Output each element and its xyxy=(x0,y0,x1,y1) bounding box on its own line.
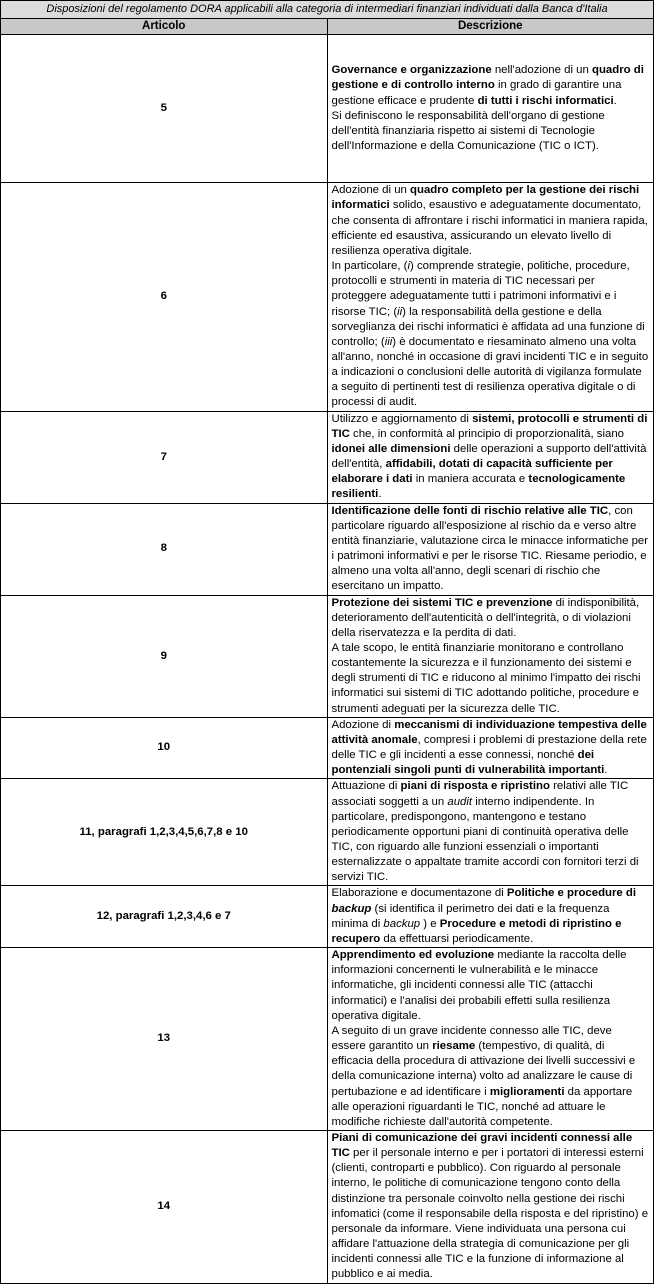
bold-text: quadro di gestione e di controllo interno xyxy=(331,64,644,92)
bold-text: Apprendimento ed evoluzione xyxy=(331,949,495,962)
plain-text: da apportare alle operazioni riguardanti le TIC, nonché ad attuare le modifiche richieste dall'autorità competente. xyxy=(331,1085,633,1128)
article-cell: 6 xyxy=(1,183,328,411)
plain-text: mediante la raccolta delle informazioni concernenti le vulnerabilità e le minacce informatiche, gli incidenti connessi alle TIC (attacchi informatici) e l'analisi dei probabili effetti sulla resilienza operativa digitale. xyxy=(331,949,627,1022)
column-header-descrizione: Descrizione xyxy=(327,19,654,35)
article-cell: 5 xyxy=(1,35,328,183)
description-paragraph xyxy=(332,596,650,641)
description-paragraph xyxy=(332,779,650,885)
table-row xyxy=(1,503,654,595)
bold-text: Procedure e metodi di ripristino e recupero xyxy=(331,917,622,945)
table-row xyxy=(1,886,654,948)
description-cell xyxy=(327,717,654,779)
plain-text: ) la responsabilità della gestione e della sorveglianza dei rischi informatici è affidata ad una funzione di controllo; ( xyxy=(331,305,645,348)
description-cell xyxy=(327,595,654,717)
description-cell xyxy=(327,35,654,183)
plain-text: nell'adozione di un xyxy=(491,64,592,77)
plain-text: relativi alle TIC associati soggetti a un xyxy=(331,780,629,808)
description-paragraph xyxy=(332,641,650,717)
article-cell: 13 xyxy=(1,948,328,1131)
description-cell xyxy=(327,948,654,1131)
plain-text: di indisponibilità, deterioramento dell'autenticità o dell'integrità, o di violazioni della riservatezza e la perdita di dati. xyxy=(331,596,640,639)
bold-text: riesame xyxy=(432,1040,476,1053)
italic-text: ii xyxy=(397,305,403,318)
plain-text: Attuazione di xyxy=(331,780,401,793)
plain-text: A tale scopo, le entità finanziarie monitorano e controllano costantemente la sicurezza e il funzionamento dei sistemi e degli strumenti di TIC e riducono al minimo l'impatto dei rischi informatici sui sistemi di TIC adottando politiche, procedure e strumenti adeguati per la sicurezza delle TIC. xyxy=(331,641,641,715)
article-cell: 9 xyxy=(1,595,328,717)
description-paragraph xyxy=(332,504,650,595)
table-row xyxy=(1,779,654,886)
plain-text: , con particolare riguardo all'esposizione al rischio da e verso altre entità finanziarie, valutazione circa le minacce informatiche per i patrimoni informativi e per le risorse TIC. Riesame periodio, e almeno una volta all'anno, degli scenari di rischio che esercitano un impatto. xyxy=(331,504,649,593)
description-cell xyxy=(327,503,654,595)
plain-text: , compresi i problemi di prestazione della rete delle TIC e gli incidenti a esse connessi, nonché xyxy=(331,733,647,762)
bold-text: tecnologicamente resilienti xyxy=(331,473,626,501)
article-cell: 8 xyxy=(1,503,328,595)
plain-text: . xyxy=(378,488,382,501)
bold-italic-text: backup xyxy=(331,902,372,915)
bold-text: dei pontenziali singoli punti di vulnerabilità importanti xyxy=(331,749,605,777)
plain-text: ) e xyxy=(420,917,440,930)
italic-text: audit xyxy=(447,795,473,808)
bold-text: miglioramenti xyxy=(489,1085,565,1098)
bold-text: affidabili, dotati di capacità sufficiente per elaborare i dati xyxy=(331,458,613,486)
bold-text: Protezione dei sistemi TIC e prevenzione xyxy=(331,596,553,609)
bold-text: piani di risposta e ripristino xyxy=(400,780,550,793)
table-title: Disposizioni del regolamento DORA applicabili alla categoria di intermediari finanziari individuati dalla Banca d'Italia xyxy=(1,1,654,19)
table-row xyxy=(1,595,654,717)
table-row xyxy=(1,948,654,1131)
plain-text: Si definiscono le responsabilità dell'organo di gestione dell'entità finanziaria rispetto ai sistemi di Tecnologie dell'Informazione e della Comunicazione (TIC o ICT). xyxy=(331,109,605,153)
bold-text: Piani di comunicazione dei gravi incidenti connessi alle TIC xyxy=(331,1131,633,1160)
description-paragraph xyxy=(332,886,650,947)
plain-text: In particolare, ( xyxy=(331,260,408,273)
plain-text: Utilizzo e aggiornamento di xyxy=(331,412,473,425)
article-cell: 12, paragrafi 1,2,3,4,6 e 7 xyxy=(1,886,328,948)
article-cell: 11, paragrafi 1,2,3,4,5,6,7,8 e 10 xyxy=(1,779,328,886)
bold-text: Politiche e procedure di xyxy=(506,887,637,900)
table-row xyxy=(1,411,654,503)
table-row xyxy=(1,717,654,779)
description-cell xyxy=(327,1130,654,1283)
plain-text: in grado di garantire una gestione efficace e prudente xyxy=(331,79,622,107)
description-paragraph xyxy=(332,948,650,1024)
description-paragraph xyxy=(332,1024,650,1130)
description-paragraph xyxy=(332,1131,650,1283)
plain-text: (tempestivo, di qualità, di efficacia della procedura di attivazione dei livelli successivi e della comunicazione interna) volto ad analizzare le cause di pertubazione e ad identificare i xyxy=(331,1040,636,1098)
description-cell xyxy=(327,183,654,411)
plain-text: da effettuarsi periodicamente. xyxy=(380,932,534,945)
article-cell: 10 xyxy=(1,717,328,779)
italic-text: backup xyxy=(383,917,421,930)
bold-text: di tutti i rischi informatici xyxy=(477,94,614,107)
plain-text: ) comprende strategie, politiche, procedure, protocolli e strumenti in materia di TIC necessari per proteggere adeguatamente tutti i patrimoni informativi e i risorse TIC; ( xyxy=(331,260,630,318)
column-header-articolo: Articolo xyxy=(1,19,328,35)
description-paragraph xyxy=(332,259,650,411)
description-paragraph xyxy=(332,718,650,779)
description-paragraph xyxy=(332,63,650,108)
plain-text: in maniera accurata e xyxy=(412,473,529,486)
plain-text: . xyxy=(604,764,608,777)
bold-text: Identificazione delle fonti di rischio relative alle TIC xyxy=(331,504,609,517)
plain-text: Elaborazione e documentazone di xyxy=(331,887,507,900)
italic-text: iii xyxy=(384,335,393,348)
bold-text: sistemi, protocolli e strumenti di TIC xyxy=(331,412,648,440)
plain-text: Adozione di un xyxy=(331,184,411,197)
bold-text: Governance e organizzazione xyxy=(331,64,492,77)
bold-text: quadro completo per la gestione dei rischi informatici xyxy=(331,184,640,212)
plain-text: solido, esaustivo e adeguatamente documentato, che consenta di affrontare i rischi informatici in maniera rapida, efficiente ed esaustiva, assicurando un elevato livello di resilienza operativa digitale. xyxy=(331,199,648,257)
plain-text: ) è documentato e riesaminato almeno una volta all'anno, nonché in occasione di gravi incidenti TIC e in seguito a indicazioni o conclusioni delle autorità di vigilanza formulate a seguito di pertinenti test di resilienza operativa digitale o di processi di audit. xyxy=(331,335,649,409)
plain-text: Adozione di xyxy=(331,718,395,731)
description-cell xyxy=(327,411,654,503)
table-row xyxy=(1,35,654,183)
plain-text: . xyxy=(613,94,617,107)
article-cell: 14 xyxy=(1,1130,328,1283)
plain-text: che, in conformità al principio di proporzionalità, siano xyxy=(349,427,625,440)
description-paragraph xyxy=(332,109,650,154)
plain-text: (si identifica il perimetro dei dati e la frequenza minima di xyxy=(331,902,610,930)
italic-text: i xyxy=(407,260,411,273)
description-cell xyxy=(327,886,654,948)
plain-text: A seguito di un grave incidente connesso alle TIC, deve essere garantito un xyxy=(331,1024,612,1053)
bold-text: meccanismi di individuazione tempestiva delle attività anomale xyxy=(331,718,647,746)
article-cell: 7 xyxy=(1,411,328,503)
description-cell xyxy=(327,779,654,886)
table-row xyxy=(1,183,654,411)
plain-text: interno indipendente. In particolare, predispongono, mantengono e testano periodicamente opportuni piani di continuità operativa delle TIC, con riguardo alle funzioni essenziali o importanti esternalizzate o appaltate tramite accordi con fornitori terzi di servizi TIC. xyxy=(331,795,639,884)
table-row xyxy=(1,1130,654,1283)
plain-text: delle operazioni a supporto dell'attività dell'entità, xyxy=(331,442,647,471)
bold-text: idonei alle dimensioni xyxy=(331,442,451,455)
description-paragraph xyxy=(332,183,650,259)
plain-text: per il personale interno e per i portatori di interessi esterni (clienti, controparti e pubblico). Con riguardo al personale interno, le politiche di comunicazione tengono conto della distinzione tra personale coinvolto nella gestione dei rischi infomatici (come il responsabile della risposta e del ripristino) e personale da informare. Viene individuata una persona cui affidare l'attuazione della strategia di comunicazione per gli incidenti connessi alle TIC e la funzione di informazione al pubblico e ai media. xyxy=(331,1147,649,1281)
description-paragraph xyxy=(332,412,650,503)
